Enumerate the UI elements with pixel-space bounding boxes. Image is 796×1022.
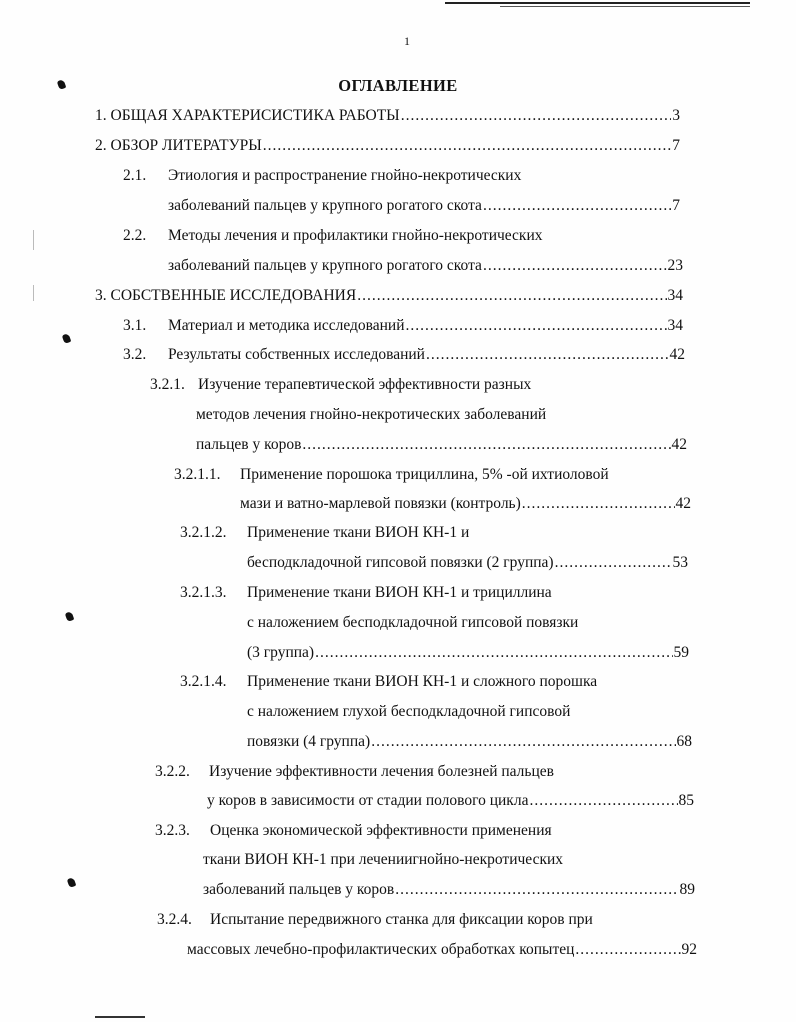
dot-leader	[357, 286, 666, 306]
toc-entry	[168, 316, 683, 336]
toc-entry-title: (3 группа)	[247, 644, 315, 661]
toc-entry-title: СОБСТВЕННЫЕ ИССЛЕДОВАНИЯ	[110, 287, 357, 304]
toc-entry-page: 59	[673, 644, 689, 661]
toc-entry-number: 2.	[95, 137, 107, 154]
toc-entry-title: мази и ватно-марлевой повязки (контроль)	[240, 495, 521, 512]
toc-entry-title: ткани ВИОН КН-1 при лечениигнойно-некротических	[203, 851, 564, 868]
toc-entry	[240, 494, 691, 514]
toc-entry	[95, 106, 680, 126]
toc-entry-number: 3.2.3.	[155, 822, 190, 839]
toc-entry-number: 3.2.2.	[155, 763, 190, 780]
scan-line	[445, 2, 750, 4]
dot-leader	[401, 106, 672, 126]
toc-entry-page: 42	[671, 436, 687, 453]
scan-line	[500, 6, 750, 7]
dot-leader	[522, 494, 675, 514]
toc-entry-number: 1.	[95, 107, 107, 124]
dot-leader	[555, 553, 672, 573]
toc-entry-page: 7	[672, 197, 680, 214]
page-title: ОГЛАВЛЕНИЕ	[338, 76, 458, 95]
toc-entry	[247, 732, 692, 752]
toc-entry-title: с наложением глухой бесподкладочной гипсовой	[247, 703, 571, 720]
scan-mark	[67, 877, 77, 888]
toc-entry-title: Методы лечения и профилактики гнойно-некротических	[168, 227, 543, 244]
toc-entry-page: 68	[676, 733, 692, 750]
scan-mark	[62, 333, 72, 344]
toc-entry-number: 3.2.1.4.	[180, 673, 227, 690]
page-number: 1	[404, 34, 410, 48]
dot-leader	[483, 256, 667, 276]
toc-entry-title: Применение ткани ВИОН КН-1 и трициллина	[247, 584, 552, 601]
toc-entry-title: методов лечения гнойно-некротических заболеваний	[196, 406, 547, 423]
toc-entry	[207, 791, 694, 811]
dot-leader	[263, 136, 672, 156]
toc-entry-title: Применение порошока трициллина, 5% -ой ихтиоловой	[240, 466, 609, 483]
toc-entry	[168, 256, 683, 276]
toc-entry	[168, 345, 685, 365]
scan-line	[33, 230, 34, 250]
toc-entry-number: 3.2.1.3.	[180, 584, 227, 601]
toc-entry-title: Изучение эффективности лечения болезней пальцев	[209, 763, 554, 780]
toc-entry-number: 3.2.1.1.	[174, 466, 221, 483]
toc-entry-title: ОБЩАЯ ХАРАКТЕРИСИСТИКА РАБОТЫ	[110, 107, 400, 124]
toc-entry-number: 2.2.	[123, 227, 147, 244]
toc-entry-page: 92	[681, 941, 697, 958]
toc-entry-page: 23	[667, 257, 683, 274]
dot-leader	[575, 940, 680, 960]
toc-entry	[95, 286, 683, 306]
toc-entry-title: Материал и методика исследований	[168, 317, 405, 334]
toc-entry-title: заболеваний пальцев у крупного рогатого скота	[168, 257, 482, 274]
toc-entry-number: 3.1.	[123, 317, 147, 334]
toc-entry-title: Испытание передвижного станка для фиксации коров при	[210, 911, 593, 928]
toc-entry-title: заболеваний пальцев у крупного рогатого скота	[168, 197, 482, 214]
toc-entry	[247, 553, 688, 573]
toc-entry	[203, 880, 695, 900]
toc-entry-number: 3.2.4.	[157, 911, 192, 928]
scan-line	[33, 285, 34, 301]
toc-entry-page: 7	[672, 137, 680, 154]
dot-leader	[483, 196, 671, 216]
toc-entry	[187, 940, 697, 960]
toc-entry	[247, 643, 689, 663]
toc-entry-title: Этиология и распространение гнойно-некротических	[168, 167, 522, 184]
toc-entry-page: 85	[678, 792, 694, 809]
dot-leader	[426, 345, 669, 365]
toc-entry-number: 3.2.1.	[150, 376, 185, 393]
toc-entry-page: 34	[667, 287, 683, 304]
toc-entry	[95, 136, 680, 156]
toc-entry-page: 34	[667, 317, 683, 334]
toc-entry-title: массовых лечебно-профилактических обработках копытец	[187, 941, 575, 958]
dot-leader	[529, 791, 677, 811]
toc-entry-title: Результаты собственных исследований	[168, 346, 425, 363]
toc-entry	[196, 435, 687, 455]
toc-entry-title: Применение ткани ВИОН КН-1 и сложного порошка	[247, 673, 598, 690]
dot-leader	[315, 643, 672, 663]
toc-entry-title: заболеваний пальцев у коров	[203, 881, 395, 898]
toc-entry-number: 3.	[95, 287, 107, 304]
toc-entry-number: 3.2.	[123, 346, 147, 363]
toc-entry-title: Изучение терапевтической эффективности разных	[198, 376, 532, 393]
dot-leader	[395, 880, 678, 900]
scan-mark	[65, 611, 75, 622]
toc-entry-title: Оценка экономической эффективности применения	[210, 822, 552, 839]
toc-entry-title: Применение ткани ВИОН КН-1 и	[247, 524, 470, 541]
toc-entry-title: у коров в зависимости от стадии полового цикла	[207, 792, 529, 809]
toc-entry-page: 42	[675, 495, 691, 512]
toc-entry-page: 3	[672, 107, 680, 124]
toc-entry-page: 89	[679, 881, 695, 898]
toc-entry	[168, 196, 680, 216]
toc-entry-title: бесподкладочной гипсовой повязки (2 группа)	[247, 554, 554, 571]
toc-entry-title: с наложением бесподкладочной гипсовой повязки	[247, 614, 579, 631]
toc-entry-page: 42	[669, 346, 685, 363]
toc-entry-number: 2.1.	[123, 167, 147, 184]
dot-leader	[406, 316, 667, 336]
toc-entry-title: ОБЗОР ЛИТЕРАТУРЫ	[110, 137, 262, 154]
toc-entry-title: повязки (4 группа)	[247, 733, 371, 750]
scan-line	[95, 1016, 145, 1018]
dot-leader	[371, 732, 675, 752]
dot-leader	[302, 435, 670, 455]
toc-entry-number: 3.2.1.2.	[180, 524, 227, 541]
toc-entry-title: пальцев у коров	[196, 436, 302, 453]
toc-entry-page: 53	[672, 554, 688, 571]
